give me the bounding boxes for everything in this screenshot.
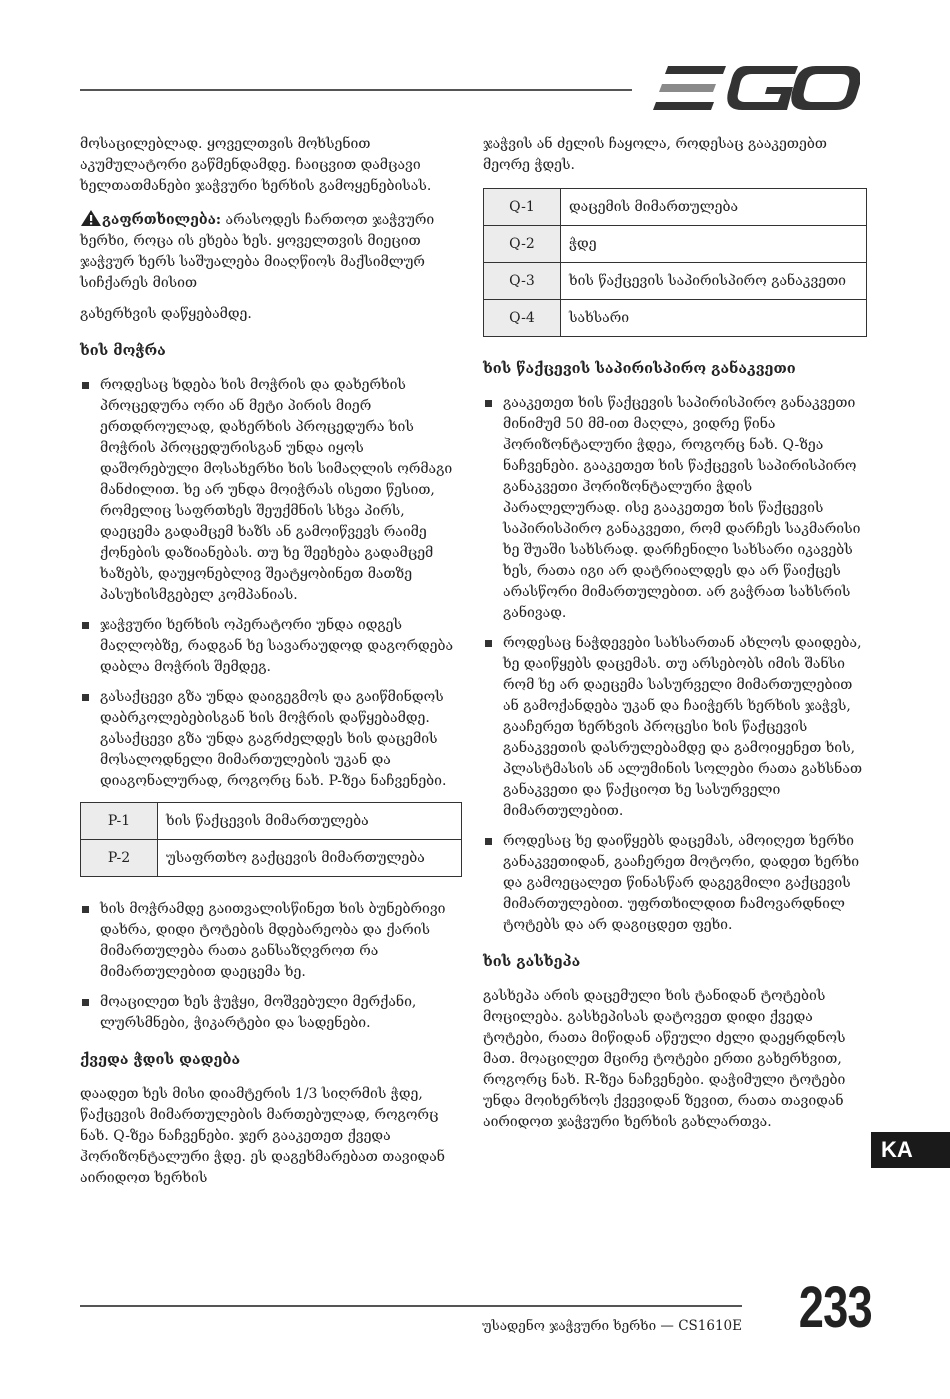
list-item: გასაქცევი გზა უნდა დაიგეგმოს და გაიწმინდოს დაბრკოლებებისგან ხის მოჭრის დაწყებამდე. გასაქცევი გზა უნდა გაგრძელდეს ხის დაცემის მოსალოდნელი მიმართულების უკან და დიაგონალურად, როგორც ნახ. P-ზეა ნაჩვენები. xyxy=(80,687,462,792)
limbing-heading: ხის გასხეპა xyxy=(483,953,581,970)
warning-label: გაფრთხილება: xyxy=(102,212,222,228)
table-row xyxy=(484,263,867,300)
warning-triangle-icon xyxy=(80,209,102,227)
list-item: გააკეთეთ ხის წაქცევის საპირისპირო განაკვეთი მინიმუმ 50 მმ-ით მაღლა, ვიდრე წინა ჰორიზონტალური ჭდეა, როგორც ნახ. Q-ზეა ნაჩვენები. გააკეთეთ ხის წაქცევის საპირისპირო განაკვეთი ჰორიზონტალური ჭდის პარალელურად. ისე გააკეთეთ ხის წაქცევის საპირისპირო განაკვეთი, რომ დარჩეს საკმარისი ხე შუაში სახსრად. დარჩენილი სახსარი იკავებს ხეს, რათა იგი არ დატრიალდეს და არ წაიქცეს არასწორი მიმართულებით. არ გაჭრათ სახსრის განივად. xyxy=(483,393,867,624)
table-row xyxy=(81,803,462,840)
ego-logo xyxy=(650,64,860,114)
page-number: 233 xyxy=(798,1275,872,1340)
table-cell-text: სახსარი xyxy=(561,300,867,337)
table-cell-text: დაცემის მიმართულება xyxy=(561,189,867,226)
table-cell-code: Q-2 xyxy=(484,226,561,263)
table-cell-text: უსაფრთხო გაქცევის მიმართულება xyxy=(158,840,462,877)
warning-text: არასოდეს ჩართოთ ჯაჭვური ხერხი, როცა ის ეხება ხეს. ყოველთვის მიეცით ჯაჭვურ ხერს საშუალება მიაღწიოს მაქსიმლურ სიჩქარეს მისით xyxy=(80,212,435,291)
footer-title: უსადენო ჯაჭვური ხერხი — CS1610E xyxy=(482,1318,742,1334)
felling-list xyxy=(80,375,462,792)
list-item: როდესაც ხე დაიწყებს დაცემას, ამოიღეთ ხერხი განაკვეთიდან, გააჩერეთ მოტორი, დადეთ ხერხი და გამოეცალეთ წინასწარ დაგეგმილი გაქცევის მიმართულებით. უფრთხილდით ჩამოვარდნილ ტოტებს და არ დაგიცდეთ ფეხი. xyxy=(483,831,867,936)
notch-heading: ქვედა ჭდის დადება xyxy=(80,1051,241,1068)
bullet-icon xyxy=(485,400,492,407)
table-cell-code: P-2 xyxy=(81,840,158,877)
list-item: ჯაჭვური ხერხის ოპერატორი უნდა იდგეს მაღლობზე, რადგან ხე სავარაუდოდ დაგორდება დაბლა მოჭრის შემდეგ. xyxy=(80,615,462,678)
table-cell-code: Q-1 xyxy=(484,189,561,226)
table-row xyxy=(484,300,867,337)
language-tab: KA xyxy=(871,1132,950,1168)
warning-paragraph xyxy=(80,209,462,294)
bullet-icon xyxy=(82,999,89,1006)
table-cell-text: ხის წაქცევის საპირისპირო განაკვეთი xyxy=(561,263,867,300)
back-cut-list xyxy=(483,393,867,936)
table-row xyxy=(484,226,867,263)
intro-paragraph: ჯაჭვის ან ძელის ჩაყოლა, როდესაც გააკეთებთ მეორე ჭდეს. xyxy=(483,136,827,173)
p-legend-table xyxy=(80,802,462,877)
list-item: ხის მოჭრამდე გაითვალისწინეთ ხის ბუნებრივი დახრა, დიდი ტოტების მდებარეობა და ქარის მიმართულება რათა განსაზღვროთ რა მიმართულებით დაეცემა ხე. xyxy=(80,899,462,983)
warning-continuation: გახერხვის დაწყებამდე. xyxy=(80,306,252,322)
list-item: როდესაც ხდება ხის მოჭრის და დახერხის პროცედურა ორი ან მეტი პირის მიერ ერთდროულად, დახერხის პროცედურა ხის მოჭრის პროცედურისგან უნდა იყოს დაშორებული მოსახერხი ხის სიმაღლის ორმაგი მანძილით. ხე არ უნდა მოიჭრას ისეთი წესით, რომელიც საფრთხეს შეუქმნის სხვა პირს, დაეცემა გადამცემ ხაზს ან გამოიწვევს რაიმე ქონების დაზიანებას. თუ ხე შეეხება გადამცემ ხაზებს, დაუყონებლივ შეატყობინეთ მათზე პასუხისმგებელ კომპანიას. xyxy=(80,375,462,606)
bullet-icon xyxy=(82,622,89,629)
table-cell-code: Q-3 xyxy=(484,263,561,300)
table-cell-text: ხის წაქცევის მიმართულება xyxy=(158,803,462,840)
table-row xyxy=(484,189,867,226)
notch-paragraph: დაადეთ ხეს მისი დიამტერის 1/3 სიღრმის ჭდე, წაქცევის მიმართულების მართებულად, როგორც ნახ. Q-ზეა ნაჩვენები. ჯერ გააკეთეთ ქვედა ჰორიზონტალური ჭდე. ეს დაგეხმარებათ თავიდან აირიდოთ ხერხის xyxy=(80,1086,445,1186)
back-cut-heading: ხის წაქცევის საპირისპირო განაკვეთი xyxy=(483,360,796,377)
bullet-icon xyxy=(82,694,89,701)
bullet-icon xyxy=(485,838,492,845)
table-cell-text: ჭდე xyxy=(561,226,867,263)
left-column xyxy=(80,134,462,1201)
bullet-icon xyxy=(82,382,89,389)
bullet-icon xyxy=(485,640,492,647)
bullet-icon xyxy=(82,906,89,913)
header-rule xyxy=(80,89,632,91)
footer-rule xyxy=(80,1305,742,1307)
table-cell-code: P-1 xyxy=(81,803,158,840)
list-item: მოაცილეთ ხეს ჭუჭყი, მოშვებული მერქანი, ლურსმნები, ჭიკარტები და სადენები. xyxy=(80,992,462,1034)
felling-heading: ხის მოჭრა xyxy=(80,342,166,359)
list-item: როდესაც ნაჭდევები სახსართან ახლოს დაიდება, ხე დაიწყებს დაცემას. თუ არსებობს იმის შანსი რომ ხე არ დაეცემა სასურველი მიმართულებით ან გამოქანდება უკან და ჩაიჭერს ხერხის ჯაჭვს, გააჩერეთ ხერხვის პროცესი ხის წაქცევის განაკვეთის დასრულებამდე და გამოიყენეთ ხის, პლასტმასის ან ალუმინის სოლები რათა გახსნათ განაკვეთი და წაქციოთ ხე სასურველი მიმართულებით. xyxy=(483,633,867,822)
right-column xyxy=(483,134,867,1145)
table-row xyxy=(81,840,462,877)
table-cell-code: Q-4 xyxy=(484,300,561,337)
felling-list-continued xyxy=(80,899,462,1034)
q-legend-table xyxy=(483,188,867,337)
intro-paragraph: მოსაცილებლად. ყოველთვის მოხსენით აკუმულატორი გაწმენდამდე. ჩაიცვით დამცავი ხელთათმანები ჯაჭვური ხერხის გამოყენებისას. xyxy=(80,136,432,194)
limbing-paragraph: გასხეპა არის დაცემული ხის ტანიდან ტოტების მოცილება. გასხეპისას დატოვეთ დიდი ქვედა ტოტები, რათა მიწიდან აწეული ძელი დაეყრდნოს მათ. მოაცილეთ მცირე ტოტები ერთი გახერხვით, როგორც ნახ. R-ზეა ნაჩვენები. დაჭიმული ტოტები უნდა მოიხერხოს ქვევიდან ზევით, რათა თავიდან აირიდოთ ჯაჭვური ხერხის გახლართვა. xyxy=(483,988,846,1130)
